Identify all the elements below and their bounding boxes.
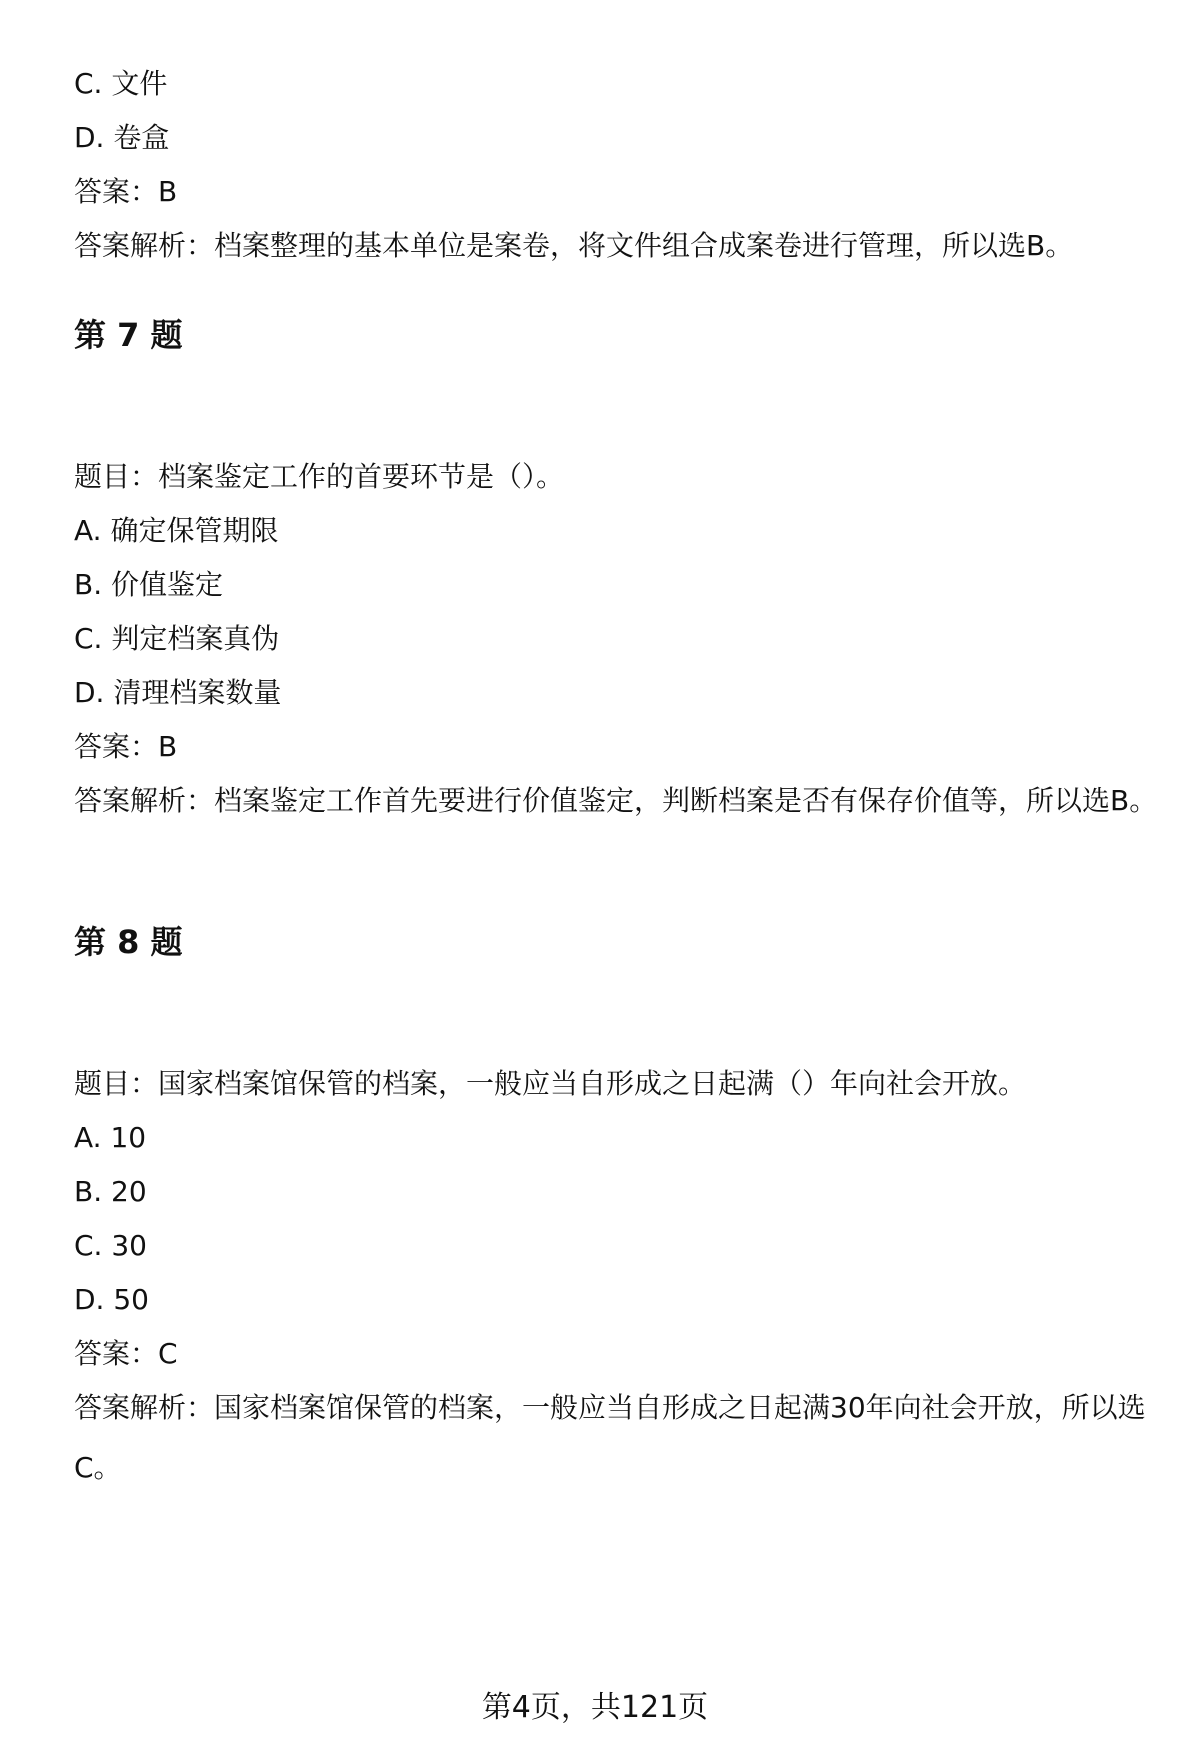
q8-answer: 答案：C	[74, 1337, 178, 1370]
q7-option-b: B. 价值鉴定	[74, 568, 224, 601]
q7-answer: 答案：B	[74, 730, 178, 763]
q7-question: 题目：档案鉴定工作的首要环节是（）。	[74, 460, 565, 493]
q7-option-c: C. 判定档案真伪	[74, 622, 280, 655]
q6-answer: 答案：B	[74, 175, 178, 208]
q7-heading: 第 7 题	[74, 316, 183, 354]
q7-option-a: A. 确定保管期限	[74, 514, 279, 547]
q8-option-c: C. 30	[74, 1229, 147, 1262]
q6-option-c: C. 文件	[74, 67, 168, 100]
q7-explanation: 答案解析：档案鉴定工作首先要进行价值鉴定，判断档案是否有保存价值等，所以选B。	[74, 784, 1158, 817]
q6-explanation: 答案解析：档案整理的基本单位是案卷，将文件组合成案卷进行管理，所以选B。	[74, 229, 1074, 262]
q8-heading: 第 8 题	[74, 923, 183, 961]
q8-option-b: B. 20	[74, 1175, 147, 1208]
q8-option-d: D. 50	[74, 1283, 149, 1316]
q8-explanation: 答案解析：国家档案馆保管的档案，一般应当自形成之日起满30年向社会开放，所以选C。	[74, 1391, 1146, 1484]
q8-question: 题目：国家档案馆保管的档案，一般应当自形成之日起满（）年向社会开放。	[74, 1067, 1027, 1100]
q7-option-d: D. 清理档案数量	[74, 676, 282, 709]
q6-option-d: D. 卷盒	[74, 121, 170, 154]
page-number-footer: 第4页，共121页	[481, 1690, 709, 1725]
q8-option-a: A. 10	[74, 1121, 147, 1154]
